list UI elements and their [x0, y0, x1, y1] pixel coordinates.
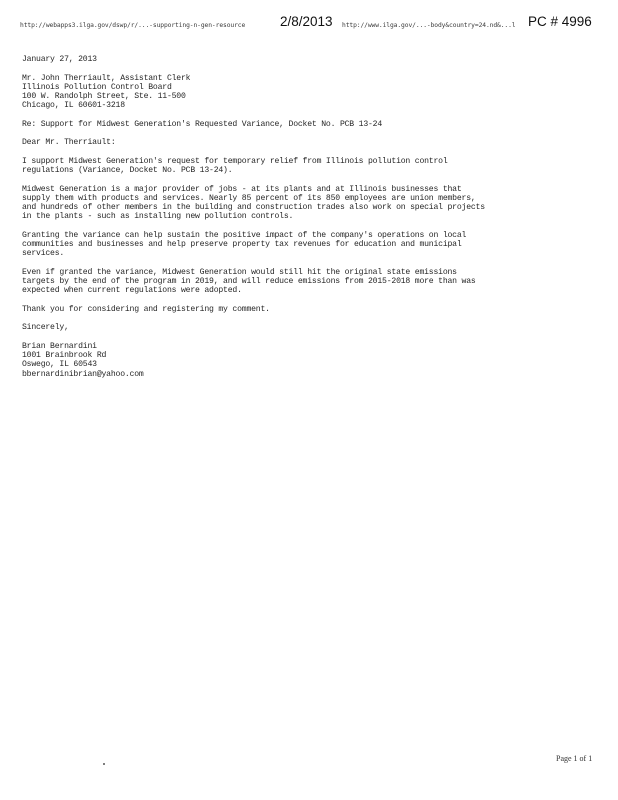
- salutation: Dear Mr. Therriault:: [22, 138, 116, 148]
- signer-city: Oswego, IL 60543: [22, 360, 97, 370]
- paragraph-line: in the plants - such as installing new pollution controls.: [22, 212, 294, 222]
- public-comment-number: PC # 4996: [528, 14, 592, 29]
- paragraph-line: Even if granted the variance, Midwest Generation would still hit the original state emissions: [22, 267, 457, 277]
- paragraph-line: Midwest Generation is a major provider of jobs - at its plants and at Illinois businesses that: [22, 184, 462, 194]
- paragraph-emissions: [22, 268, 594, 296]
- letter-date: January 27, 2013: [22, 55, 97, 64]
- fax-header-date: 2/8/2013: [280, 14, 333, 29]
- fax-header-url: http://webapps3.ilga.gov/dswp/r/...-supporting-n-gen-resource: [20, 22, 246, 29]
- paragraph-line: targets by the end of the program in 2019, and will reduce emissions from 2015-2018 more than was: [22, 277, 476, 286]
- closing: Sincerely,: [22, 323, 69, 333]
- paragraph-communities: [22, 231, 594, 259]
- paragraph-line: services.: [22, 249, 65, 259]
- signature-block: [22, 342, 594, 379]
- paragraph-line: Thank you for considering and registering my comment.: [22, 304, 270, 314]
- scan-speck: [103, 763, 105, 765]
- paragraph-line: regulations (Variance, Docket No. PCB 13-24).: [22, 166, 233, 175]
- paragraph-thanks: [22, 305, 594, 314]
- fax-header-url-right: http://www.ilga.gov/...-body&country=24.nd&...l: [342, 22, 516, 29]
- recipient-line: Mr. John Therriault, Assistant Clerk: [22, 73, 191, 83]
- paragraph-line: expected when current regulations were adopted.: [22, 286, 242, 296]
- letter-body: [22, 55, 594, 379]
- signer-name: Brian Bernardini: [22, 341, 97, 351]
- recipient-line: Chicago, IL 60601-3218: [22, 101, 125, 111]
- recipient-address: [22, 74, 594, 111]
- paragraph-line: Granting the variance can help sustain the positive impact of the company's operations on local: [22, 230, 467, 240]
- signer-email: bbernardinibrian@yahoo.com: [22, 369, 144, 379]
- recipient-line: Illinois Pollution Control Board: [22, 82, 172, 92]
- signer-address: 1001 Brainbrook Rd: [22, 351, 107, 360]
- re-line: Re: Support for Midwest Generation's Requested Variance, Docket No. PCB 13-24: [22, 119, 383, 129]
- recipient-line: 100 W. Randolph Street, Ste. 11-500: [22, 92, 186, 101]
- paragraph-jobs: [22, 185, 594, 222]
- page-number: Page 1 of 1: [556, 754, 593, 763]
- paragraph-line: supply them with products and services. Nearly 85 percent of its 850 employees are union members,: [22, 193, 476, 203]
- paragraph-line: I support Midwest Generation's request for temporary relief from Illinois pollution control: [22, 156, 448, 166]
- paragraph-line: communities and businesses and help preserve property tax revenues for education and municipal: [22, 240, 462, 249]
- paragraph-support: [22, 157, 594, 176]
- paragraph-line: and hundreds of other members in the building and construction trades also work on special projects: [22, 203, 485, 212]
